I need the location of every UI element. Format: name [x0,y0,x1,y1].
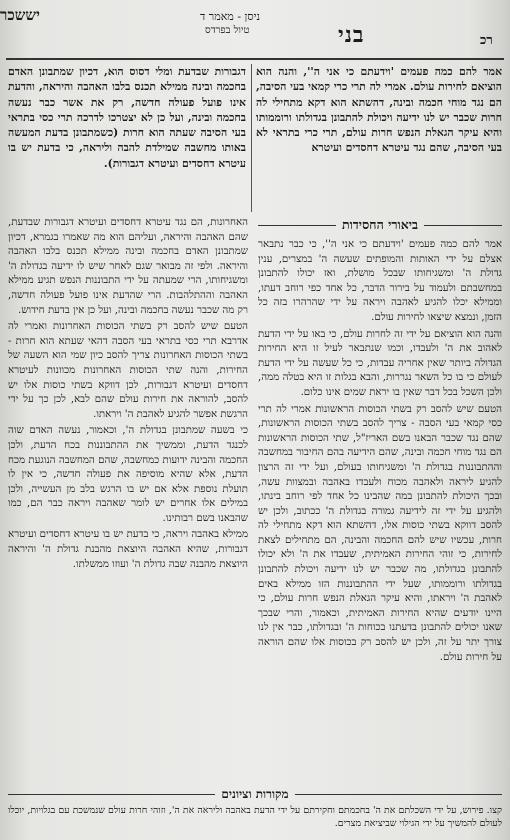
sources-footnote: קצו. פירוש, על ידי השכלתם את ה' בחכמתם וחקירתם על ידי הדעת באהבה וליראה את ה', וזוהי חרות עולם שנמשכת עם בגלויות, יוכלו לעולם להמשיך על ידי הגילוי שביציאת מצרים. [8,805,502,829]
page-number: רכ [480,33,493,48]
sources-heading [8,786,502,802]
commentary-left-column [8,216,248,784]
main-text-left-column [8,64,246,212]
commentary-right-column [258,238,502,783]
main-text-right-column [256,64,502,212]
commentary-title: ביאורי החסידות [341,217,419,232]
commentary-paragraph: ממילא באהבה ויראה, כי בדעת יש בו עיטרא דחסדים ועיטרא דגבורות, שהיא האהבה היוצאת מהבנת גדולת ה' והיראה היוצאת מהבנה שבה גדולת ה' ועוזו ממשלתו. [8,529,248,570]
commentary-paragraph: כי בשעה שמתבונן בגדולת ה', וכאמור, נעשה האדם שוה לכנגד הדעת, וממשיך את ההתבוננות בכח הדעת, ולכן החכמה והבינה ידועות כמחשבה, שהם המחשבה הנוגעת מכח הדעת, אלא שהיא מוסיפה את פעולה חדשה, כי אין לו תועלת נוספת אלא אם יש בו הרגש בלב מן העשייה, ולכן במילים אלו אחרים יש לומר שאהבה ויראה כבר הם, כמו שהבאנו בשם רבותינו. [8,425,248,524]
heading-rule [8,794,215,795]
heading-rule [424,225,502,226]
commentary-paragraph: הטעם שיש להסב רק בשתי הכוסות האחרונות ואמרי לה אדרבא תרי כסי בתראי בעי הסבה דהאי שעתא הוא חרות - בשתי הכוסות האחרונות צריך להסב כיון שמי הוא השעה של החירות, והנה שתי הכוסות האחרונות מכוונות לעיטרא דחסדים ועיטרא דגבורות, לכן דווקא בשתי כוסות אלו יש להסב, להוראה את חירות עולם שהם לבא, לכן כך על ידי הרגשת אפשר להגיע לאהבת ה' ויראתו. [8,321,248,420]
commentary-paragraph: והנה הוא הוציאם על ידי זה לחרות עולם, כי באו על ידי הדעת לאהוב את ה' ולעבדו, וכמו שנתבאר לעיל זו היא החירות הגדולה ביותר שאין אחריה עבדות, כי כל שעשה על ידי הדעת לעולם כי בו כל השאר נגררות, והבא בגלות זו היא בטלה ממה, ולכן השכל בכל דבר שאין בו יראת שמים אינו כלום. [258,328,502,398]
running-head-section: ניסן - מאמר ד [200,10,261,23]
commentary-heading [258,216,502,234]
column-divider [251,64,252,212]
heading-rule [295,794,502,795]
commentary-paragraph: אמר להם כמה פעמים 'וידעתם כי אני ה'', כי כבר נתבאר אצלם על ידי האותות והמופתים שעשה ה' במצרים, ענין גדולת ה' ומשגיחותו שבכל מושלת, ואז יכולו להתבונן במחשבתם ולעמוד על בירור הדבר, כל אחד כפי רוחב דעתו, וממילא יכלו להגיע לאהבה ויראה על ידי שהרהרו בזה כל הזמן, ונמצא שיצאו לחירות עולם. [258,239,502,323]
running-head-book-title: בני [338,22,365,48]
running-head-parsha: יששכר [0,6,40,24]
page-header [0,0,510,62]
commentary-paragraph: הטעם שיש להסב רק בשתי הכוסות הראשונות אמרי לה תרי כסי קמאי בעי הסבה - צריך להסב בשתי הכוסות הראשונות, שהם נגד שכבר הבאנו בשם האריז"ל, שתי הכוסות הראשונות הם נגד מוחי חכמה ובינה, שהם הידיעה בהם החיבור במחשבה וההתבוננות בגדולת ה' ומשגיחותו בעולם, ועל ידי זה הרצון להגיע ליראה ולאהבה מכוח ולעבדו באהבה ובמצוות עשה, ובכך היכולת להתבונן במה שהבינו כל אחד לפי רוחב בינתו, ולהגיע על ידי זה לידיעה גמורה בגדולת ה' ככתוב, ולכן יש להסב דווקא בשתי כוסות אלו, דהשתא הוא דקא מתחילי לה חרות, עכשיו שיש להם החכמה והבינה, הם מתחילים לצאת לחירות, כי זוהי החירות האמיתית, שעבדו את ה' ולא יכולו להתבונן בגדולתו, מה שכבר יש לנו ידיעה ויכולת להתבונן בגדולתו ורוממותו, שעל ידי ההתבוננות הזו ממילא באים לאהבת ה' ויראתו, והיא עיקר הגאלת הנפש חרות עולם, כי היינו יודעים שהיא החירות האמיתית, וכאמור, והרי שבכך שאנו יכולים להתבונן בדעתנו בכוחות ה' ובגדולתו, כבר אין לנו צורך יתר על זה, ולכן יש להסב רק בכוסות אלו שהם הוראה על חירות עולם. [258,403,502,663]
running-head-subsection: טיול בפרדס [205,25,250,36]
heading-rule [258,225,336,226]
header-rule [6,58,504,60]
sources-title: מקורות וציונים [221,786,289,801]
commentary-paragraph: האחרונות, הם נגד עיטרא דחסדים ועיטרא דגבורות שבדעת, שהם האהבה והיראה, ועליהם הוא מה שאמרו בגמרא, דכיון שמתבונן האדם בחכמה ובינה ממילא תכנס בלבו האהבה והיראה. ולפי זה מבואר שגם לאחר שיש לו ידיעה בגדולת ה' ומשגיחותו, הרי שמעתה על ידי התבוננות הנפש תגיע ממילא האהבה וההתלהבות. הרי שהדעת אינו פועל פעולה חדשה, רק מה שכבר נעשה בחכמה ובינה, ועל כן אין בדעת חידוש. [8,217,248,316]
main-paragraph: דגבורות שבדעת ומלי דסוס הוא, דכיון שמתבונן האדם בחכמה ובינה ממילא תכנס בלבו האהבה והיראה, והדעת אינו פועל פעולה חדשה, רק את אשר כבר נעשה בחכמה ובינה, ועל כן לא יצטרכו לדרכה תרי כסי בתראי בעי הסיבה שעתה הוא חרות (כשמתבונן בדעת המעשה באותו מחשבה שמילדת להבה וליראה, כי בדעת יש בו עיטרא דחסדים ועיטרא דגבורות). [8,65,246,170]
main-paragraph: אמר להם כמה פעמים 'וידעתם כי אני ה'', והנה הוא הוציאם לחירות עולם. אמרי לה תרי כרי קמאי בעי הסיבה, הם נגד מוחי חכמה ובינה, דהשתא הוא דקא מתחילי לה חרות שכבר יש לנו ידיעה ויכולת להתבונן בגדולתו ורוממותו והיא עיקר הגאלת הנפש חרות עולם, תרי כרי בתראי לא בעי הסיבה, שהם נגד עיטרא דחסדים ועיטרא [256,65,502,155]
